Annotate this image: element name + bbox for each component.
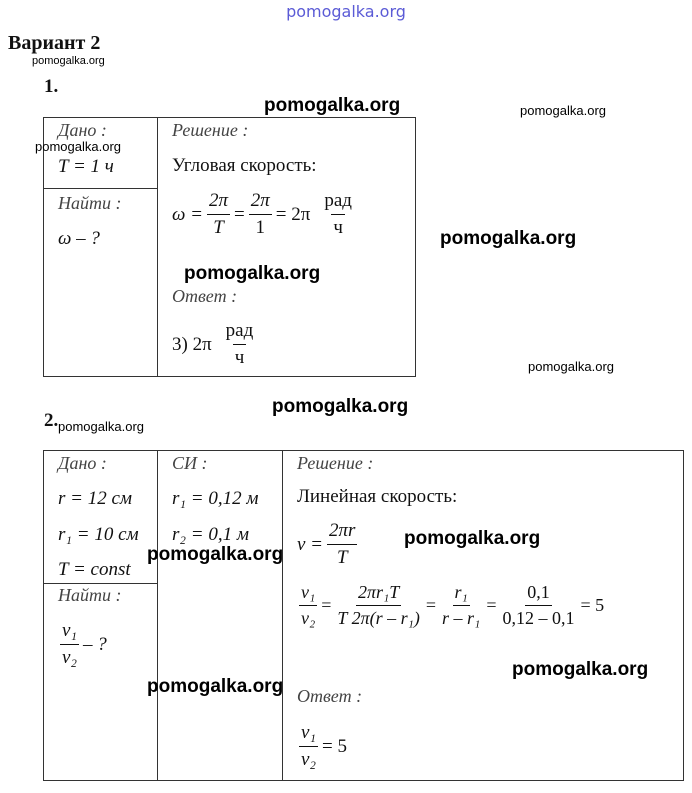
linear-velocity-formula: v = $\frac{2\pi r}{T}$ bbox=[297, 520, 356, 568]
variant-title: Вариант 2 bbox=[8, 32, 101, 54]
fraction: $\frac{\text{r₁}}{\text{r – r₁}}$ bbox=[442, 582, 481, 628]
find-value: $\frac{\text{v₁}}{\text{v₂}}$ – ? bbox=[62, 620, 107, 668]
unit-fraction: $\frac{\text{рад}}{ч}$ bbox=[324, 190, 352, 238]
watermark-text: pomogalka.org bbox=[35, 139, 121, 154]
given-value: r = 12 см bbox=[58, 488, 133, 509]
watermark-text: pomogalka.org bbox=[147, 676, 284, 697]
find-value: ω – ? bbox=[58, 228, 100, 249]
given-value: T = const bbox=[58, 559, 131, 580]
solution-text: Линейная скорость: bbox=[297, 486, 458, 507]
solution-text: Угловая скорость: bbox=[172, 155, 317, 176]
answer-label: Ответ : bbox=[297, 686, 363, 706]
watermark-text: pomogalka.org bbox=[58, 419, 144, 434]
answer-value: $\frac{\text{v₁}}{\text{v₂}}$ = 5 bbox=[301, 722, 348, 770]
si-value: r₂ = 0,1 м bbox=[172, 524, 249, 545]
formula-term: ω = bbox=[172, 203, 203, 225]
velocity-ratio-formula: $\frac{\text{v₁}}{\text{v₂}}$ = $\frac{\text{2πr₁T}}{\text{T 2π(r – r₁)}}$ = $\frac{\text{r₁}}{\text{r – r₁}}$ = $\frac{0,1}{0,12 - 0,1}$ = 5 bbox=[301, 582, 605, 628]
solution-label: Решение : bbox=[297, 453, 374, 473]
watermark-text: pomogalka.org bbox=[512, 659, 649, 680]
answer-label: Ответ : bbox=[172, 286, 238, 306]
angular-velocity-formula: ω = $\frac{2\pi}{T}$ = $\frac{2\pi}{1}$ = 2π $\frac{\text{рад}}{ч}$ bbox=[172, 190, 352, 238]
fraction: $\frac{\text{v₁}}{\text{v₂}}$ bbox=[62, 620, 78, 668]
fraction: $\frac{0,1}{0,12 - 0,1}$ bbox=[502, 582, 575, 628]
watermark-text: pomogalka.org bbox=[440, 228, 577, 249]
fraction: $\frac{\text{2πr₁T}}{\text{T 2π(r – r₁)}}$ bbox=[337, 582, 420, 628]
si-label: СИ : bbox=[172, 453, 208, 473]
given-label: Дано : bbox=[58, 453, 107, 473]
top-watermark[interactable]: pomogalka.org bbox=[286, 2, 406, 21]
problem-2-number: 2. bbox=[44, 410, 59, 431]
answer-value: 3) 2π $\frac{\text{рад}}{ч}$ bbox=[172, 320, 254, 368]
watermark-text: pomogalka.org bbox=[184, 263, 321, 284]
table-divider bbox=[282, 450, 283, 780]
find-label: Найти : bbox=[58, 585, 122, 605]
fraction: $\frac{2\pi}{1}$ bbox=[250, 190, 270, 238]
given-label: Дано : bbox=[58, 120, 107, 140]
si-value: r₁ = 0,12 м bbox=[172, 488, 259, 509]
given-value: r₁ = 10 см bbox=[58, 524, 139, 545]
fraction: $\frac{2\pi}{T}$ bbox=[209, 190, 229, 238]
solution-label: Решение : bbox=[172, 120, 249, 140]
fraction: $\frac{2\pi r}{T}$ bbox=[329, 520, 356, 568]
watermark-text: pomogalka.org bbox=[264, 95, 401, 116]
fraction: $\frac{\text{v₁}}{\text{v₂}}$ bbox=[301, 722, 317, 770]
find-label: Найти : bbox=[58, 193, 122, 213]
watermark-text: pomogalka.org bbox=[272, 396, 409, 417]
table-divider bbox=[43, 188, 158, 189]
watermark-text: pomogalka.org bbox=[32, 55, 105, 67]
given-value: T = 1 ч bbox=[58, 156, 114, 177]
watermark-text: pomogalka.org bbox=[528, 359, 614, 374]
watermark-text: pomogalka.org bbox=[520, 103, 606, 118]
problem-1-number: 1. bbox=[44, 76, 59, 97]
table-divider bbox=[157, 117, 158, 376]
watermark-text: pomogalka.org bbox=[147, 544, 284, 565]
table-divider bbox=[43, 583, 158, 584]
fraction: $\frac{\text{v₁}}{\text{v₂}}$ bbox=[301, 582, 316, 628]
watermark-text: pomogalka.org bbox=[404, 528, 541, 549]
table-divider bbox=[157, 450, 158, 780]
unit-fraction: $\frac{\text{рад}}{ч}$ bbox=[225, 320, 254, 368]
